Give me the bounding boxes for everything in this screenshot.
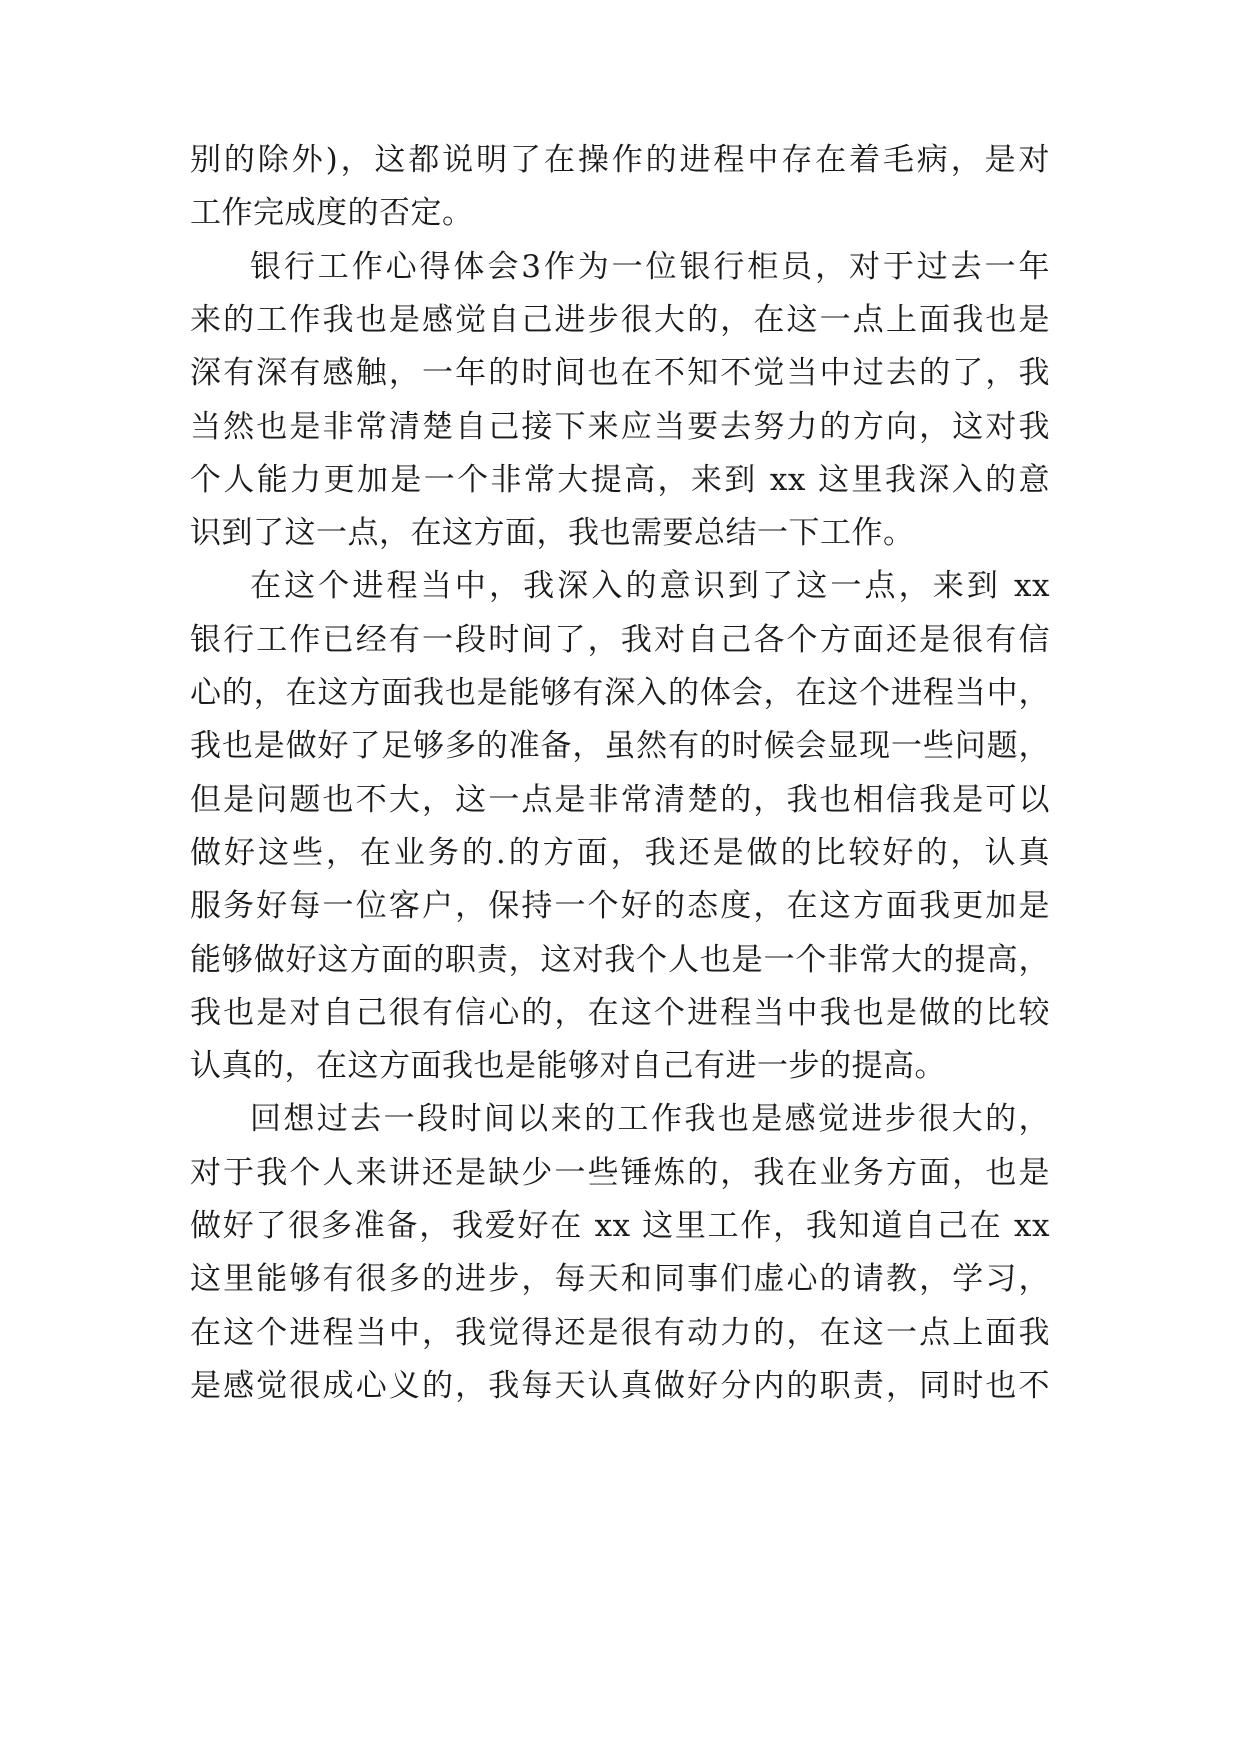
text-line: 做好这些，在业务的.的方面，我还是做的比较好的，认真 bbox=[190, 834, 1050, 871]
text-line: 在这个进程当中，我觉得还是很有动力的，在这一点上面我 bbox=[190, 1314, 1050, 1351]
text-line: 心的，在这方面我也是能够有深入的体会，在这个进程当中， bbox=[190, 675, 1050, 711]
text-line: 服务好每一位客户，保持一个好的态度，在这方面我更加是 bbox=[190, 888, 1050, 925]
text-line: 我也是对自己很有信心的，在这个进程当中我也是做的比较 bbox=[190, 994, 1050, 1031]
text-line: 我也是做好了足够多的准备，虽然有的时候会显现一些问题， bbox=[190, 728, 1050, 765]
text-line: 深有深有感触，一年的时间也在不知不觉当中过去的了，我 bbox=[190, 355, 1050, 392]
text-line: 当然也是非常清楚自己接下来应当要去努力的方向，这对我 bbox=[190, 408, 1050, 445]
text-line: 但是问题也不大，这一点是非常清楚的，我也相信我是可以 bbox=[190, 781, 1050, 818]
text-line: 能够做好这方面的职责，这对我个人也是一个非常大的提高， bbox=[190, 941, 1050, 978]
text-line: 回想过去一段时间以来的工作我也是感觉进步很大的， bbox=[250, 1101, 1050, 1138]
text-line: 做好了很多准备，我爱好在 xx 这里工作，我知道自己在 xx bbox=[190, 1208, 1050, 1244]
text-line: 认真的，在这方面我也是能够对自己有进一步的提高。 bbox=[190, 1048, 946, 1085]
text-line: 这里能够有很多的进步，每天和同事们虚心的请教，学习， bbox=[190, 1261, 1050, 1298]
text-line: 别的除外)，这都说明了在操作的进程中存在着毛病，是对 bbox=[190, 142, 1050, 178]
text-line: 识到了这一点，在这方面，我也需要总结一下工作。 bbox=[190, 515, 915, 552]
text-line: 是感觉很成心义的，我每天认真做好分内的职责，同时也不 bbox=[190, 1367, 1050, 1404]
text-line: 银行工作已经有一段时间了，我对自己各个方面还是很有信 bbox=[190, 621, 1050, 658]
text-line: 工作完成度的否定。 bbox=[190, 195, 474, 232]
text-line: 在这个进程当中，我深入的意识到了这一点，来到 xx bbox=[250, 568, 1050, 605]
text-line: 对于我个人来讲还是缺少一些锤炼的，我在业务方面，也是 bbox=[190, 1154, 1050, 1191]
text-line: 银行工作心得体会3作为一位银行柜员，对于过去一年 bbox=[250, 248, 1050, 285]
text-line: 个人能力更加是一个非常大提高，来到 xx 这里我深入的意 bbox=[190, 461, 1050, 498]
text-line: 来的工作我也是感觉自己进步很大的，在这一点上面我也是 bbox=[190, 301, 1050, 338]
